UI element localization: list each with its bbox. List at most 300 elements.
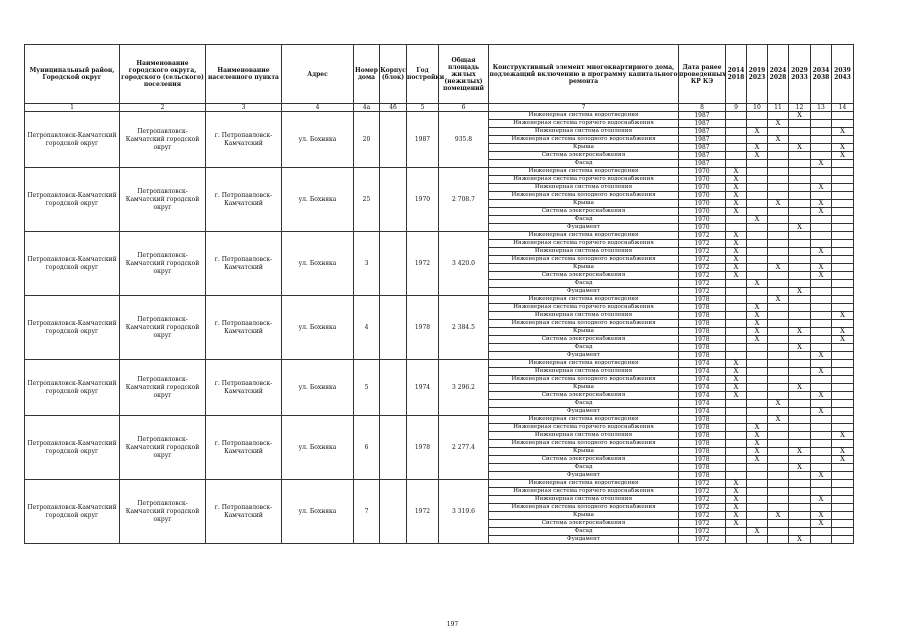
period-mark-cell: X [789,144,811,152]
period-mark-cell [789,408,811,416]
period-mark-cell: X [832,432,854,440]
build-year-cell: 1970 [407,168,439,232]
period-mark-cell [832,400,854,408]
period-mark-cell: X [811,472,832,480]
period-mark-cell [789,512,811,520]
element-cell: Инженерная система горячего водоснабжения [489,240,679,248]
settlement-cell: Петропавловск-Камчатский городской округ [120,480,206,544]
period-mark-cell [768,168,789,176]
period-mark-cell [811,456,832,464]
period-mark-cell: X [811,352,832,360]
period-mark-cell [747,160,768,168]
period-mark-cell [832,376,854,384]
locality-cell: г. Петропавловск-Камчатский [206,360,282,416]
period-mark-cell [747,488,768,496]
period-mark-cell: X [747,448,768,456]
period-mark-cell [789,312,811,320]
repair-date-cell: 1978 [679,352,726,360]
period-mark-cell [726,528,747,536]
period-mark-cell: X [789,384,811,392]
period-mark-cell [768,536,789,544]
repair-date-cell: 1978 [679,424,726,432]
period-mark-cell [789,208,811,216]
period-mark-cell: X [768,136,789,144]
period-mark-cell [789,192,811,200]
settlement-cell: Петропавловск-Камчатский городской округ [120,168,206,232]
repair-date-cell: 1972 [679,256,726,264]
table-row [25,480,854,488]
repair-date-cell: 1970 [679,176,726,184]
period-mark-cell: X [768,264,789,272]
period-mark-cell: X [747,152,768,160]
block-cell [380,232,407,296]
element-cell: Фундамент [489,224,679,232]
period-mark-cell: X [811,520,832,528]
period-mark-cell: X [726,200,747,208]
address-cell: ул. Бохняка [282,168,354,232]
element-cell: Фасад [489,344,679,352]
period-mark-cell [811,424,832,432]
period-mark-cell: X [747,336,768,344]
repair-date-cell: 1972 [679,240,726,248]
address-cell: ул. Бохняка [282,112,354,168]
repair-date-cell: 1978 [679,432,726,440]
element-cell: Крыша [489,328,679,336]
period-mark-cell: X [811,512,832,520]
period-mark-cell [789,488,811,496]
period-mark-cell [832,112,854,120]
period-mark-cell [747,464,768,472]
element-cell: Фасад [489,160,679,168]
element-cell: Крыша [489,144,679,152]
period-mark-cell: X [726,208,747,216]
settlement-cell: Петропавловск-Камчатский городской округ [120,232,206,296]
period-mark-cell [811,416,832,424]
period-mark-cell: X [747,280,768,288]
period-mark-cell [747,264,768,272]
period-mark-cell: X [726,520,747,528]
element-cell: Инженерная система холодного водоснабжения [489,376,679,384]
period-mark-cell [768,160,789,168]
locality-cell: г. Петропавловск-Камчатский [206,168,282,232]
element-cell: Система электроснабжения [489,392,679,400]
column-header: 2019 2023 [747,45,768,104]
column-header: 2034 2038 [811,45,832,104]
period-mark-cell: X [726,480,747,488]
period-mark-cell [747,232,768,240]
period-mark-cell [768,424,789,432]
repair-date-cell: 1978 [679,472,726,480]
period-mark-cell [747,184,768,192]
period-mark-cell [768,312,789,320]
period-mark-cell [811,328,832,336]
period-mark-cell: X [811,368,832,376]
period-mark-cell: X [789,536,811,544]
period-mark-cell: X [789,328,811,336]
period-mark-cell [789,232,811,240]
period-mark-cell [768,232,789,240]
period-mark-cell [811,528,832,536]
repair-date-cell: 1987 [679,144,726,152]
period-mark-cell [832,512,854,520]
settlement-cell: Петропавловск-Камчатский городской округ [120,296,206,360]
repair-date-cell: 1978 [679,336,726,344]
period-mark-cell: X [811,208,832,216]
settlement-cell: Петропавловск-Камчатский городской округ [120,112,206,168]
period-mark-cell [832,240,854,248]
period-mark-cell [747,504,768,512]
period-mark-cell [768,432,789,440]
element-cell: Инженерная система горячего водоснабжения [489,176,679,184]
period-mark-cell: X [747,312,768,320]
period-mark-cell [726,216,747,224]
period-mark-cell: X [747,128,768,136]
column-number: 6 [439,104,489,112]
period-mark-cell [789,160,811,168]
period-mark-cell [726,536,747,544]
period-mark-cell [726,408,747,416]
document-page [24,44,853,544]
period-mark-cell [832,536,854,544]
period-mark-cell [747,240,768,248]
period-mark-cell [789,272,811,280]
house-number-cell: 20 [354,112,380,168]
element-cell: Фундамент [489,352,679,360]
period-mark-cell [832,368,854,376]
repair-date-cell: 1978 [679,416,726,424]
period-mark-cell [726,296,747,304]
period-mark-cell: X [832,328,854,336]
element-cell: Инженерная система холодного водоснабжения [489,504,679,512]
column-number: 9 [726,104,747,112]
period-mark-cell [768,368,789,376]
build-year-cell: 1972 [407,480,439,544]
period-mark-cell: X [726,176,747,184]
period-mark-cell [811,448,832,456]
period-mark-cell [726,432,747,440]
period-mark-cell: X [726,272,747,280]
column-header: Наименование городского округа, городского (сельского) поселения [120,45,206,104]
table-row [25,112,854,120]
element-cell: Крыша [489,448,679,456]
period-mark-cell [832,216,854,224]
table-row [25,296,854,304]
locality-cell: г. Петропавловск-Камчатский [206,296,282,360]
period-mark-cell [768,328,789,336]
district-cell: Петропавловск-Камчатский городской округ [25,112,120,168]
period-mark-cell: X [789,112,811,120]
element-cell: Фасад [489,528,679,536]
repair-date-cell: 1978 [679,320,726,328]
period-mark-cell [789,400,811,408]
period-mark-cell [768,248,789,256]
period-mark-cell [747,496,768,504]
table-row [25,232,854,240]
period-mark-cell: X [747,320,768,328]
column-header: Номер дома [354,45,380,104]
period-mark-cell [789,240,811,248]
element-cell: Инженерная система отопления [489,496,679,504]
period-mark-cell [832,192,854,200]
area-cell: 2 277.4 [439,416,489,480]
repair-date-cell: 1972 [679,288,726,296]
period-mark-cell [832,184,854,192]
period-mark-cell [726,464,747,472]
locality-cell: г. Петропавловск-Камчатский [206,416,282,480]
period-mark-cell [811,232,832,240]
column-number: 14 [832,104,854,112]
element-cell: Система электроснабжения [489,208,679,216]
period-mark-cell [747,200,768,208]
element-cell: Фундамент [489,536,679,544]
period-mark-cell: X [747,456,768,464]
repair-date-cell: 1972 [679,232,726,240]
period-mark-cell [832,416,854,424]
period-mark-cell [832,248,854,256]
element-cell: Система электроснабжения [489,336,679,344]
period-mark-cell [789,152,811,160]
element-cell: Инженерная система отопления [489,432,679,440]
element-cell: Инженерная система водоотведения [489,360,679,368]
period-mark-cell [768,344,789,352]
period-mark-cell: X [747,424,768,432]
period-mark-cell [726,456,747,464]
period-mark-cell [789,392,811,400]
period-mark-cell: X [726,488,747,496]
period-mark-cell: X [726,360,747,368]
repair-date-cell: 1974 [679,368,726,376]
period-mark-cell [768,376,789,384]
period-mark-cell [768,272,789,280]
element-cell: Фасад [489,216,679,224]
house-number-cell: 25 [354,168,380,232]
column-number: 4б [380,104,407,112]
repair-date-cell: 1970 [679,200,726,208]
period-mark-cell [789,520,811,528]
element-cell: Инженерная система отопления [489,128,679,136]
repair-date-cell: 1972 [679,528,726,536]
period-mark-cell [747,536,768,544]
table-row [25,360,854,368]
period-mark-cell [768,176,789,184]
repair-date-cell: 1978 [679,312,726,320]
element-cell: Крыша [489,200,679,208]
repair-date-cell: 1978 [679,328,726,336]
header-row [25,45,854,104]
period-mark-cell: X [726,376,747,384]
period-mark-cell: X [726,512,747,520]
period-mark-cell [726,120,747,128]
period-mark-cell [789,416,811,424]
period-mark-cell [768,320,789,328]
element-cell: Инженерная система водоотведения [489,296,679,304]
period-mark-cell [768,360,789,368]
period-mark-cell [789,296,811,304]
table-body [25,112,854,544]
period-mark-cell [832,472,854,480]
period-mark-cell [747,352,768,360]
period-mark-cell [811,480,832,488]
period-mark-cell [747,472,768,480]
settlement-cell: Петропавловск-Камчатский городской округ [120,416,206,480]
repair-date-cell: 1978 [679,464,726,472]
period-mark-cell: X [789,464,811,472]
repair-date-cell: 1978 [679,440,726,448]
repair-date-cell: 1974 [679,376,726,384]
element-cell: Фундамент [489,288,679,296]
element-cell: Инженерная система водоотведения [489,480,679,488]
period-mark-cell: X [789,448,811,456]
period-mark-cell: X [747,328,768,336]
element-cell: Инженерная система холодного водоснабжения [489,136,679,144]
period-mark-cell [747,408,768,416]
period-mark-cell [747,248,768,256]
element-cell: Фасад [489,464,679,472]
repair-date-cell: 1978 [679,344,726,352]
period-mark-cell [811,224,832,232]
repair-date-cell: 1987 [679,136,726,144]
period-mark-cell [811,136,832,144]
column-number: 8 [679,104,726,112]
period-mark-cell: X [832,128,854,136]
period-mark-cell [768,208,789,216]
repair-date-cell: 1972 [679,512,726,520]
period-mark-cell [832,296,854,304]
period-mark-cell [832,464,854,472]
period-mark-cell: X [811,160,832,168]
repair-date-cell: 1972 [679,488,726,496]
area-cell: 3 420.0 [439,232,489,296]
period-mark-cell [726,152,747,160]
period-mark-cell: X [726,248,747,256]
period-mark-cell: X [747,432,768,440]
column-number: 11 [768,104,789,112]
column-number: 3 [206,104,282,112]
repair-date-cell: 1974 [679,384,726,392]
period-mark-cell [811,296,832,304]
period-mark-cell: X [747,528,768,536]
period-mark-cell: X [768,296,789,304]
address-cell: ул. Бохняка [282,232,354,296]
period-mark-cell [747,288,768,296]
period-mark-cell: X [832,144,854,152]
element-cell: Система электроснабжения [489,272,679,280]
element-cell: Инженерная система горячего водоснабжения [489,304,679,312]
column-header: Корпус (блок) [380,45,407,104]
period-mark-cell [832,232,854,240]
period-mark-cell [832,272,854,280]
period-mark-cell: X [768,400,789,408]
column-number: 7 [489,104,679,112]
period-mark-cell [726,288,747,296]
period-mark-cell: X [726,368,747,376]
period-mark-cell [747,384,768,392]
build-year-cell: 1974 [407,360,439,416]
element-cell: Инженерная система отопления [489,312,679,320]
period-mark-cell [811,112,832,120]
period-mark-cell [789,368,811,376]
period-mark-cell [768,488,789,496]
column-header: Наименование населенного пункта [206,45,282,104]
element-cell: Инженерная система отопления [489,248,679,256]
period-mark-cell: X [789,288,811,296]
element-cell: Инженерная система водоотведения [489,168,679,176]
period-mark-cell: X [832,448,854,456]
period-mark-cell [832,488,854,496]
house-number-cell: 6 [354,416,380,480]
capital-repair-table [24,44,854,544]
element-cell: Инженерная система холодного водоснабжения [489,440,679,448]
element-cell: Инженерная система холодного водоснабжения [489,256,679,264]
page-number: 197 [446,621,459,628]
period-mark-cell [747,176,768,184]
period-mark-cell [768,384,789,392]
block-cell [380,168,407,232]
period-mark-cell [811,376,832,384]
district-cell: Петропавловск-Камчатский городской округ [25,168,120,232]
element-cell: Система электроснабжения [489,520,679,528]
period-mark-cell [726,440,747,448]
repair-date-cell: 1987 [679,160,726,168]
address-cell: ул. Бохняка [282,296,354,360]
repair-date-cell: 1987 [679,120,726,128]
period-mark-cell [832,208,854,216]
element-cell: Инженерная система отопления [489,184,679,192]
period-mark-cell: X [832,152,854,160]
period-mark-cell [726,304,747,312]
period-mark-cell [832,352,854,360]
period-mark-cell: X [726,392,747,400]
period-mark-cell [747,376,768,384]
settlement-cell: Петропавловск-Камчатский городской округ [120,360,206,416]
element-cell: Инженерная система горячего водоснабжения [489,120,679,128]
period-mark-cell [768,528,789,536]
element-cell: Фундамент [489,408,679,416]
address-cell: ул. Бохняка [282,480,354,544]
period-mark-cell [811,128,832,136]
district-cell: Петропавловск-Камчатский городской округ [25,232,120,296]
period-mark-cell: X [768,416,789,424]
element-cell: Инженерная система горячего водоснабжения [489,424,679,432]
column-header: 2039 2043 [832,45,854,104]
block-cell [380,416,407,480]
period-mark-cell: X [768,200,789,208]
period-mark-cell [832,280,854,288]
period-mark-cell [726,280,747,288]
house-number-cell: 5 [354,360,380,416]
period-mark-cell [832,384,854,392]
period-mark-cell [789,480,811,488]
repair-date-cell: 1974 [679,392,726,400]
period-mark-cell [768,496,789,504]
repair-date-cell: 1974 [679,408,726,416]
period-mark-cell [726,336,747,344]
period-mark-cell [789,248,811,256]
column-header: Адрес [282,45,354,104]
column-number: 10 [747,104,768,112]
build-year-cell: 1972 [407,232,439,296]
period-mark-cell [768,304,789,312]
repair-date-cell: 1987 [679,112,726,120]
period-mark-cell: X [811,200,832,208]
period-mark-cell [747,512,768,520]
area-cell: 3 296.2 [439,360,489,416]
period-mark-cell [768,456,789,464]
period-mark-cell: X [726,168,747,176]
period-mark-cell: X [789,344,811,352]
repair-date-cell: 1978 [679,448,726,456]
table-row [25,168,854,176]
